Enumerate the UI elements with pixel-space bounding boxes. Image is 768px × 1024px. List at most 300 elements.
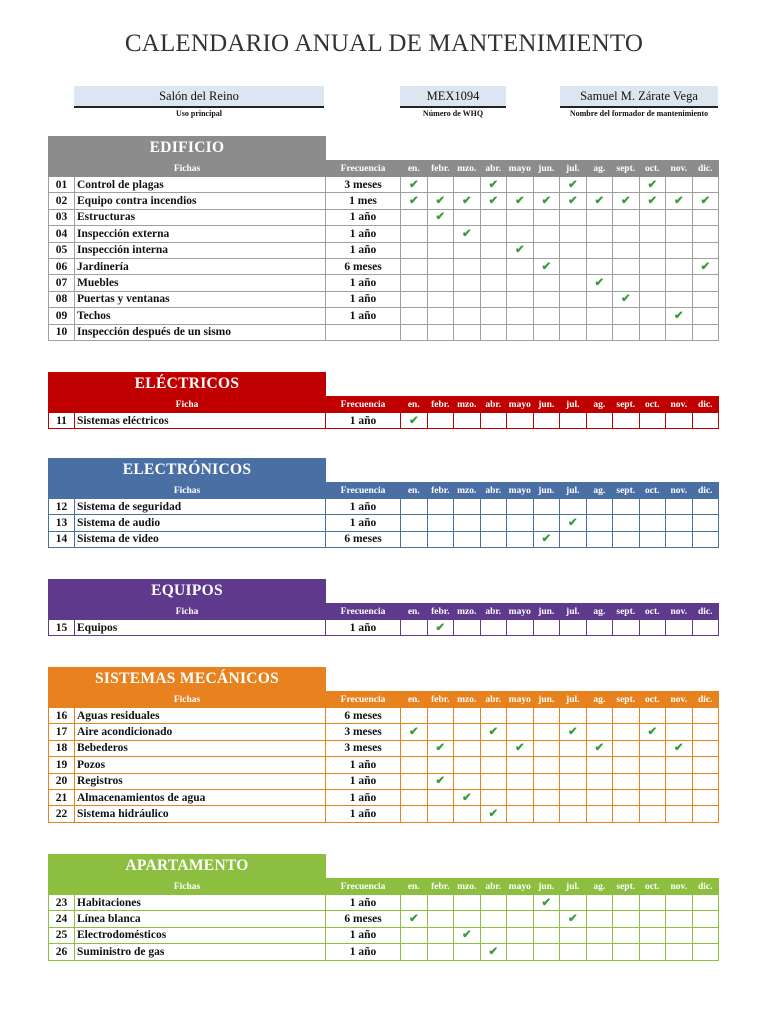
month-cell[interactable] bbox=[613, 324, 640, 340]
month-cell[interactable] bbox=[507, 724, 534, 740]
month-cell[interactable] bbox=[401, 258, 428, 274]
month-cell[interactable] bbox=[401, 177, 428, 193]
month-cell[interactable] bbox=[427, 773, 454, 789]
month-cell[interactable] bbox=[692, 789, 719, 805]
month-cell[interactable] bbox=[401, 291, 428, 307]
month-cell[interactable] bbox=[533, 193, 560, 209]
month-cell[interactable] bbox=[454, 291, 481, 307]
month-cell[interactable] bbox=[666, 209, 693, 225]
month-cell[interactable] bbox=[586, 258, 613, 274]
month-cell[interactable] bbox=[454, 177, 481, 193]
month-cell[interactable] bbox=[480, 324, 507, 340]
month-cell[interactable] bbox=[401, 757, 428, 773]
month-cell[interactable] bbox=[692, 499, 719, 515]
month-cell[interactable] bbox=[427, 324, 454, 340]
month-cell[interactable] bbox=[586, 708, 613, 724]
month-cell[interactable] bbox=[639, 193, 666, 209]
month-cell[interactable] bbox=[507, 324, 534, 340]
month-cell[interactable] bbox=[560, 209, 587, 225]
month-cell[interactable] bbox=[639, 226, 666, 242]
month-cell[interactable] bbox=[692, 515, 719, 531]
month-cell[interactable] bbox=[427, 740, 454, 756]
month-cell[interactable] bbox=[560, 895, 587, 911]
month-cell[interactable] bbox=[613, 757, 640, 773]
month-cell[interactable] bbox=[666, 515, 693, 531]
month-cell[interactable] bbox=[639, 308, 666, 324]
month-cell[interactable] bbox=[401, 724, 428, 740]
month-cell[interactable] bbox=[639, 927, 666, 943]
month-cell[interactable] bbox=[586, 209, 613, 225]
month-cell[interactable] bbox=[401, 895, 428, 911]
month-cell[interactable] bbox=[692, 193, 719, 209]
month-cell[interactable] bbox=[639, 324, 666, 340]
month-cell[interactable] bbox=[454, 242, 481, 258]
month-cell[interactable] bbox=[507, 620, 534, 636]
month-cell[interactable] bbox=[560, 773, 587, 789]
month-cell[interactable] bbox=[454, 927, 481, 943]
month-cell[interactable] bbox=[560, 927, 587, 943]
month-cell[interactable] bbox=[613, 944, 640, 960]
month-cell[interactable] bbox=[560, 806, 587, 822]
month-cell[interactable] bbox=[401, 620, 428, 636]
month-cell[interactable] bbox=[480, 620, 507, 636]
month-cell[interactable] bbox=[533, 895, 560, 911]
month-cell[interactable] bbox=[692, 413, 719, 429]
month-cell[interactable] bbox=[427, 193, 454, 209]
uso-principal-field[interactable]: Salón del Reino bbox=[74, 86, 324, 108]
month-cell[interactable] bbox=[427, 499, 454, 515]
month-cell[interactable] bbox=[533, 620, 560, 636]
month-cell[interactable] bbox=[480, 209, 507, 225]
month-cell[interactable] bbox=[507, 193, 534, 209]
month-cell[interactable] bbox=[507, 911, 534, 927]
month-cell[interactable] bbox=[586, 895, 613, 911]
month-cell[interactable] bbox=[401, 789, 428, 805]
month-cell[interactable] bbox=[480, 531, 507, 547]
month-cell[interactable] bbox=[560, 515, 587, 531]
month-cell[interactable] bbox=[586, 242, 613, 258]
month-cell[interactable] bbox=[639, 258, 666, 274]
month-cell[interactable] bbox=[666, 708, 693, 724]
month-cell[interactable] bbox=[692, 209, 719, 225]
month-cell[interactable] bbox=[401, 944, 428, 960]
month-cell[interactable] bbox=[507, 177, 534, 193]
month-cell[interactable] bbox=[692, 740, 719, 756]
month-cell[interactable] bbox=[507, 413, 534, 429]
month-cell[interactable] bbox=[613, 515, 640, 531]
month-cell[interactable] bbox=[533, 806, 560, 822]
month-cell[interactable] bbox=[427, 927, 454, 943]
month-cell[interactable] bbox=[533, 773, 560, 789]
month-cell[interactable] bbox=[427, 806, 454, 822]
month-cell[interactable] bbox=[507, 895, 534, 911]
month-cell[interactable] bbox=[401, 242, 428, 258]
month-cell[interactable] bbox=[692, 708, 719, 724]
month-cell[interactable] bbox=[586, 944, 613, 960]
month-cell[interactable] bbox=[639, 413, 666, 429]
month-cell[interactable] bbox=[613, 258, 640, 274]
month-cell[interactable] bbox=[533, 308, 560, 324]
month-cell[interactable] bbox=[507, 242, 534, 258]
month-cell[interactable] bbox=[560, 258, 587, 274]
month-cell[interactable] bbox=[613, 724, 640, 740]
month-cell[interactable] bbox=[666, 308, 693, 324]
month-cell[interactable] bbox=[454, 911, 481, 927]
month-cell[interactable] bbox=[401, 209, 428, 225]
month-cell[interactable] bbox=[666, 226, 693, 242]
month-cell[interactable] bbox=[639, 209, 666, 225]
month-cell[interactable] bbox=[480, 308, 507, 324]
month-cell[interactable] bbox=[692, 226, 719, 242]
month-cell[interactable] bbox=[613, 620, 640, 636]
month-cell[interactable] bbox=[427, 515, 454, 531]
month-cell[interactable] bbox=[560, 944, 587, 960]
month-cell[interactable] bbox=[692, 944, 719, 960]
month-cell[interactable] bbox=[560, 911, 587, 927]
month-cell[interactable] bbox=[480, 740, 507, 756]
month-cell[interactable] bbox=[427, 242, 454, 258]
month-cell[interactable] bbox=[613, 193, 640, 209]
month-cell[interactable] bbox=[454, 620, 481, 636]
month-cell[interactable] bbox=[454, 740, 481, 756]
month-cell[interactable] bbox=[692, 275, 719, 291]
month-cell[interactable] bbox=[480, 895, 507, 911]
month-cell[interactable] bbox=[586, 291, 613, 307]
month-cell[interactable] bbox=[507, 291, 534, 307]
month-cell[interactable] bbox=[401, 275, 428, 291]
month-cell[interactable] bbox=[666, 620, 693, 636]
month-cell[interactable] bbox=[666, 944, 693, 960]
month-cell[interactable] bbox=[560, 708, 587, 724]
month-cell[interactable] bbox=[586, 275, 613, 291]
month-cell[interactable] bbox=[401, 226, 428, 242]
month-cell[interactable] bbox=[586, 927, 613, 943]
month-cell[interactable] bbox=[507, 708, 534, 724]
month-cell[interactable] bbox=[560, 242, 587, 258]
month-cell[interactable] bbox=[533, 209, 560, 225]
month-cell[interactable] bbox=[427, 413, 454, 429]
month-cell[interactable] bbox=[613, 789, 640, 805]
month-cell[interactable] bbox=[666, 242, 693, 258]
month-cell[interactable] bbox=[454, 724, 481, 740]
month-cell[interactable] bbox=[533, 291, 560, 307]
month-cell[interactable] bbox=[533, 708, 560, 724]
month-cell[interactable] bbox=[454, 789, 481, 805]
month-cell[interactable] bbox=[480, 177, 507, 193]
month-cell[interactable] bbox=[427, 757, 454, 773]
month-cell[interactable] bbox=[507, 927, 534, 943]
month-cell[interactable] bbox=[454, 324, 481, 340]
month-cell[interactable] bbox=[666, 413, 693, 429]
month-cell[interactable] bbox=[560, 291, 587, 307]
month-cell[interactable] bbox=[560, 177, 587, 193]
month-cell[interactable] bbox=[639, 757, 666, 773]
month-cell[interactable] bbox=[480, 773, 507, 789]
month-cell[interactable] bbox=[613, 291, 640, 307]
month-cell[interactable] bbox=[533, 413, 560, 429]
month-cell[interactable] bbox=[666, 724, 693, 740]
month-cell[interactable] bbox=[692, 773, 719, 789]
month-cell[interactable] bbox=[427, 531, 454, 547]
month-cell[interactable] bbox=[613, 708, 640, 724]
month-cell[interactable] bbox=[666, 789, 693, 805]
month-cell[interactable] bbox=[692, 724, 719, 740]
month-cell[interactable] bbox=[586, 806, 613, 822]
month-cell[interactable] bbox=[639, 291, 666, 307]
month-cell[interactable] bbox=[639, 620, 666, 636]
month-cell[interactable] bbox=[639, 499, 666, 515]
month-cell[interactable] bbox=[401, 499, 428, 515]
month-cell[interactable] bbox=[427, 944, 454, 960]
month-cell[interactable] bbox=[560, 531, 587, 547]
month-cell[interactable] bbox=[480, 275, 507, 291]
month-cell[interactable] bbox=[480, 226, 507, 242]
month-cell[interactable] bbox=[507, 740, 534, 756]
month-cell[interactable] bbox=[533, 258, 560, 274]
month-cell[interactable] bbox=[480, 757, 507, 773]
month-cell[interactable] bbox=[692, 757, 719, 773]
month-cell[interactable] bbox=[560, 226, 587, 242]
month-cell[interactable] bbox=[666, 773, 693, 789]
month-cell[interactable] bbox=[613, 209, 640, 225]
month-cell[interactable] bbox=[507, 515, 534, 531]
month-cell[interactable] bbox=[613, 740, 640, 756]
month-cell[interactable] bbox=[401, 773, 428, 789]
formador-field[interactable]: Samuel M. Zárate Vega bbox=[560, 86, 718, 108]
month-cell[interactable] bbox=[613, 308, 640, 324]
month-cell[interactable] bbox=[533, 724, 560, 740]
month-cell[interactable] bbox=[480, 806, 507, 822]
month-cell[interactable] bbox=[533, 242, 560, 258]
month-cell[interactable] bbox=[507, 275, 534, 291]
month-cell[interactable] bbox=[533, 324, 560, 340]
month-cell[interactable] bbox=[613, 773, 640, 789]
month-cell[interactable] bbox=[507, 308, 534, 324]
month-cell[interactable] bbox=[613, 806, 640, 822]
month-cell[interactable] bbox=[692, 531, 719, 547]
month-cell[interactable] bbox=[454, 209, 481, 225]
month-cell[interactable] bbox=[454, 757, 481, 773]
month-cell[interactable] bbox=[427, 724, 454, 740]
month-cell[interactable] bbox=[560, 724, 587, 740]
month-cell[interactable] bbox=[401, 515, 428, 531]
month-cell[interactable] bbox=[480, 724, 507, 740]
month-cell[interactable] bbox=[613, 177, 640, 193]
month-cell[interactable] bbox=[480, 258, 507, 274]
month-cell[interactable] bbox=[613, 499, 640, 515]
month-cell[interactable] bbox=[560, 413, 587, 429]
month-cell[interactable] bbox=[586, 531, 613, 547]
month-cell[interactable] bbox=[454, 413, 481, 429]
month-cell[interactable] bbox=[639, 531, 666, 547]
month-cell[interactable] bbox=[586, 911, 613, 927]
month-cell[interactable] bbox=[507, 789, 534, 805]
month-cell[interactable] bbox=[586, 515, 613, 531]
month-cell[interactable] bbox=[480, 789, 507, 805]
month-cell[interactable] bbox=[586, 740, 613, 756]
month-cell[interactable] bbox=[586, 226, 613, 242]
month-cell[interactable] bbox=[427, 177, 454, 193]
month-cell[interactable] bbox=[454, 499, 481, 515]
month-cell[interactable] bbox=[666, 927, 693, 943]
month-cell[interactable] bbox=[586, 324, 613, 340]
month-cell[interactable] bbox=[639, 177, 666, 193]
month-cell[interactable] bbox=[666, 193, 693, 209]
month-cell[interactable] bbox=[480, 193, 507, 209]
month-cell[interactable] bbox=[666, 740, 693, 756]
month-cell[interactable] bbox=[427, 308, 454, 324]
month-cell[interactable] bbox=[401, 324, 428, 340]
month-cell[interactable] bbox=[666, 324, 693, 340]
month-cell[interactable] bbox=[507, 944, 534, 960]
month-cell[interactable] bbox=[639, 275, 666, 291]
month-cell[interactable] bbox=[692, 806, 719, 822]
month-cell[interactable] bbox=[507, 773, 534, 789]
month-cell[interactable] bbox=[639, 708, 666, 724]
month-cell[interactable] bbox=[427, 911, 454, 927]
month-cell[interactable] bbox=[480, 944, 507, 960]
month-cell[interactable] bbox=[692, 242, 719, 258]
month-cell[interactable] bbox=[533, 740, 560, 756]
month-cell[interactable] bbox=[613, 242, 640, 258]
month-cell[interactable] bbox=[507, 806, 534, 822]
month-cell[interactable] bbox=[507, 258, 534, 274]
month-cell[interactable] bbox=[401, 806, 428, 822]
month-cell[interactable] bbox=[666, 177, 693, 193]
month-cell[interactable] bbox=[560, 193, 587, 209]
month-cell[interactable] bbox=[533, 499, 560, 515]
month-cell[interactable] bbox=[666, 499, 693, 515]
month-cell[interactable] bbox=[586, 413, 613, 429]
month-cell[interactable] bbox=[480, 499, 507, 515]
month-cell[interactable] bbox=[586, 308, 613, 324]
month-cell[interactable] bbox=[427, 708, 454, 724]
month-cell[interactable] bbox=[480, 291, 507, 307]
month-cell[interactable] bbox=[692, 308, 719, 324]
month-cell[interactable] bbox=[692, 911, 719, 927]
month-cell[interactable] bbox=[401, 740, 428, 756]
month-cell[interactable] bbox=[586, 499, 613, 515]
month-cell[interactable] bbox=[533, 944, 560, 960]
month-cell[interactable] bbox=[454, 895, 481, 911]
month-cell[interactable] bbox=[692, 620, 719, 636]
month-cell[interactable] bbox=[666, 806, 693, 822]
month-cell[interactable] bbox=[692, 324, 719, 340]
month-cell[interactable] bbox=[586, 757, 613, 773]
month-cell[interactable] bbox=[454, 773, 481, 789]
month-cell[interactable] bbox=[533, 177, 560, 193]
month-cell[interactable] bbox=[533, 911, 560, 927]
month-cell[interactable] bbox=[692, 895, 719, 911]
month-cell[interactable] bbox=[454, 193, 481, 209]
month-cell[interactable] bbox=[586, 789, 613, 805]
month-cell[interactable] bbox=[639, 911, 666, 927]
month-cell[interactable] bbox=[533, 757, 560, 773]
month-cell[interactable] bbox=[613, 226, 640, 242]
month-cell[interactable] bbox=[586, 773, 613, 789]
month-cell[interactable] bbox=[401, 531, 428, 547]
month-cell[interactable] bbox=[480, 242, 507, 258]
month-cell[interactable] bbox=[454, 531, 481, 547]
month-cell[interactable] bbox=[560, 308, 587, 324]
month-cell[interactable] bbox=[507, 757, 534, 773]
month-cell[interactable] bbox=[507, 209, 534, 225]
month-cell[interactable] bbox=[613, 927, 640, 943]
month-cell[interactable] bbox=[454, 515, 481, 531]
month-cell[interactable] bbox=[560, 275, 587, 291]
month-cell[interactable] bbox=[560, 620, 587, 636]
month-cell[interactable] bbox=[639, 773, 666, 789]
whq-number-field[interactable]: MEX1094 bbox=[400, 86, 506, 108]
month-cell[interactable] bbox=[560, 499, 587, 515]
month-cell[interactable] bbox=[666, 911, 693, 927]
month-cell[interactable] bbox=[480, 708, 507, 724]
month-cell[interactable] bbox=[427, 275, 454, 291]
month-cell[interactable] bbox=[480, 927, 507, 943]
month-cell[interactable] bbox=[613, 895, 640, 911]
month-cell[interactable] bbox=[613, 413, 640, 429]
month-cell[interactable] bbox=[533, 789, 560, 805]
month-cell[interactable] bbox=[507, 226, 534, 242]
month-cell[interactable] bbox=[401, 708, 428, 724]
month-cell[interactable] bbox=[427, 789, 454, 805]
month-cell[interactable] bbox=[454, 308, 481, 324]
month-cell[interactable] bbox=[586, 724, 613, 740]
month-cell[interactable] bbox=[401, 193, 428, 209]
month-cell[interactable] bbox=[560, 324, 587, 340]
month-cell[interactable] bbox=[692, 177, 719, 193]
month-cell[interactable] bbox=[666, 291, 693, 307]
month-cell[interactable] bbox=[560, 740, 587, 756]
month-cell[interactable] bbox=[454, 944, 481, 960]
month-cell[interactable] bbox=[507, 499, 534, 515]
month-cell[interactable] bbox=[427, 895, 454, 911]
month-cell[interactable] bbox=[586, 620, 613, 636]
month-cell[interactable] bbox=[401, 911, 428, 927]
month-cell[interactable] bbox=[480, 911, 507, 927]
month-cell[interactable] bbox=[692, 258, 719, 274]
month-cell[interactable] bbox=[560, 757, 587, 773]
month-cell[interactable] bbox=[639, 740, 666, 756]
month-cell[interactable] bbox=[639, 806, 666, 822]
month-cell[interactable] bbox=[613, 275, 640, 291]
month-cell[interactable] bbox=[401, 308, 428, 324]
month-cell[interactable] bbox=[613, 911, 640, 927]
month-cell[interactable] bbox=[666, 258, 693, 274]
month-cell[interactable] bbox=[533, 275, 560, 291]
month-cell[interactable] bbox=[533, 226, 560, 242]
month-cell[interactable] bbox=[507, 531, 534, 547]
month-cell[interactable] bbox=[639, 895, 666, 911]
month-cell[interactable] bbox=[666, 757, 693, 773]
month-cell[interactable] bbox=[692, 927, 719, 943]
month-cell[interactable] bbox=[533, 927, 560, 943]
month-cell[interactable] bbox=[454, 275, 481, 291]
month-cell[interactable] bbox=[454, 806, 481, 822]
month-cell[interactable] bbox=[427, 209, 454, 225]
month-cell[interactable] bbox=[639, 242, 666, 258]
month-cell[interactable] bbox=[639, 515, 666, 531]
month-cell[interactable] bbox=[639, 789, 666, 805]
month-cell[interactable] bbox=[427, 291, 454, 307]
month-cell[interactable] bbox=[586, 193, 613, 209]
month-cell[interactable] bbox=[427, 620, 454, 636]
month-cell[interactable] bbox=[454, 258, 481, 274]
month-cell[interactable] bbox=[692, 291, 719, 307]
month-cell[interactable] bbox=[560, 789, 587, 805]
month-cell[interactable] bbox=[427, 226, 454, 242]
month-cell[interactable] bbox=[480, 515, 507, 531]
